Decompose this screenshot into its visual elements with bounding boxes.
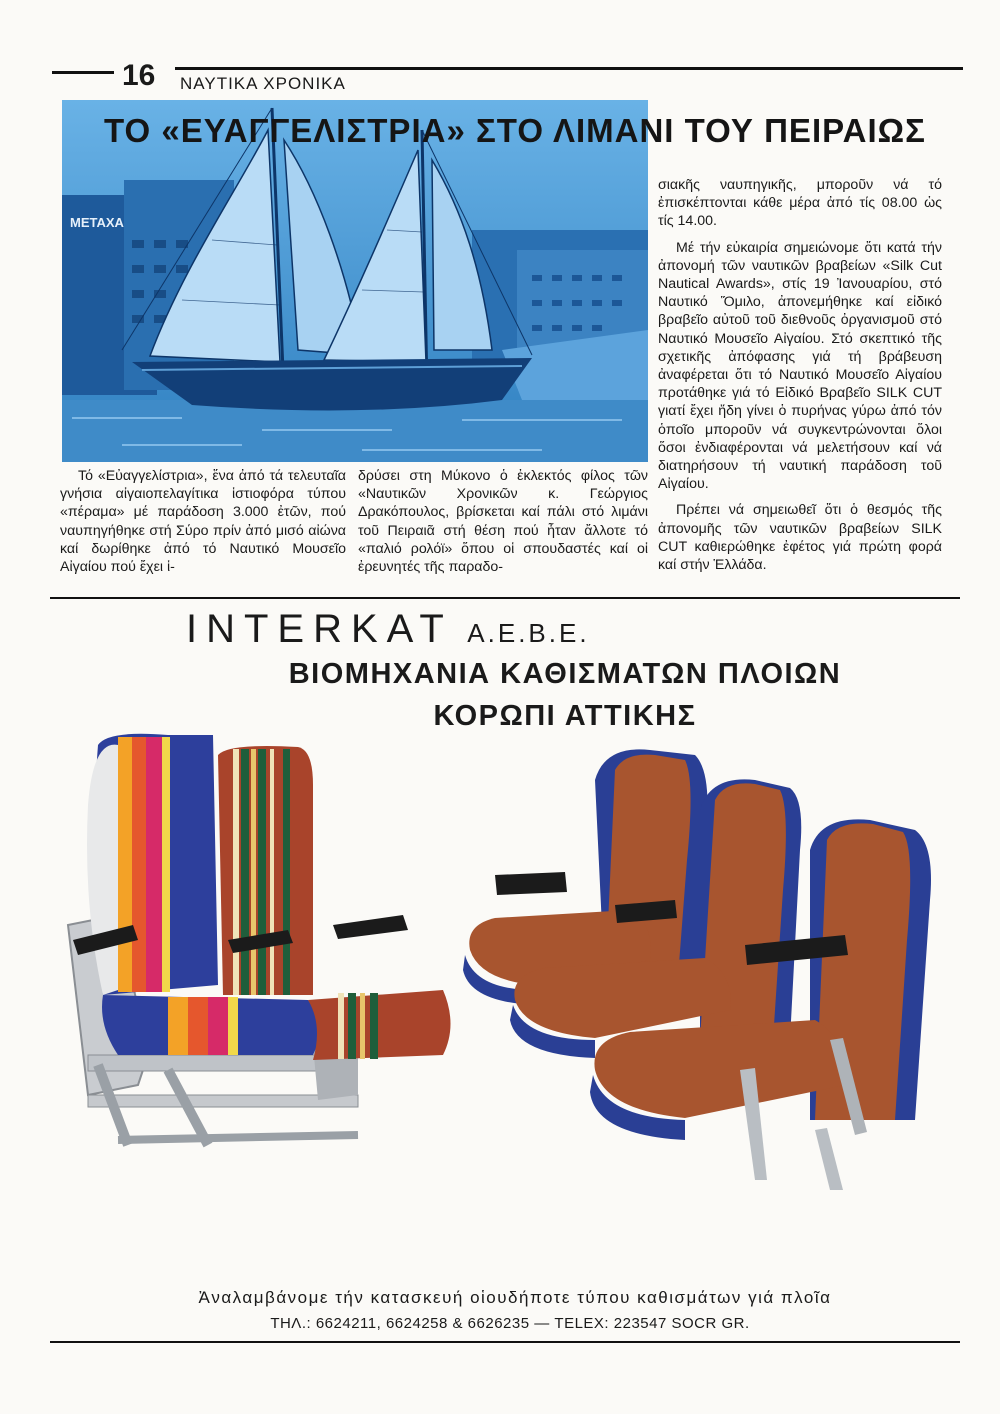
ad-contact: ΤΗΛ.: 6624211, 6624258 & 6626235 — TELEX: 223547 SOCR GR. — [270, 1315, 750, 1332]
ad-brand: INTERKAT — [186, 607, 453, 651]
section-divider — [50, 597, 960, 599]
article-col1-text: Τό «Εὐαγγελίστρια», ἕνα ἀπό τά τελευταῖα γνήσια αἰγαιοπελαγίτικα ἱστιοφόρα τύπου «πέραμα» μέ παράδοση 3.000 ἐτῶν, πού ναυπηγήθηκε στή Σύρο πρίν ἀπό μισό αἰώνα καί δωρίθηκε ἀπό τό Ναυτικό Μουσεῖο Αἰγαίου πού ἔχει ἱ- — [60, 468, 346, 576]
article-col3-p3: Πρέπει νά σημειωθεῖ ὅτι ὁ θεσμός τῆς ἀπονομῆς τῶν ναυτικῶν βραβείων SILK CUT καθιερώθηκε ἐφέτος γιά πρώτη φορά καί στήν Ἑλλάδα. — [658, 502, 942, 574]
ad-title-line-1: ΒΙΟΜΗΧΑΝΙΑ ΚΑΘΙΣΜΑΤΩΝ ΠΛΟΙΩΝ — [288, 658, 842, 690]
article-column-1 — [60, 467, 346, 576]
photo-sign-text: ΜΕΤΑΧΑ — [70, 215, 124, 230]
footer-rule — [50, 1341, 960, 1343]
page-number: 16 — [122, 59, 156, 92]
ad-title-line-2: ΚΟΡΩΠΙ ΑΤΤΙΚΗΣ — [433, 700, 697, 732]
sailing-ship-image — [62, 100, 648, 462]
leather-seats-image — [455, 740, 955, 1200]
ad-brand-block — [186, 607, 590, 652]
article-col3-p2: Μέ τήν εὐκαιρία σημειώνομε ὅτι κατά τήν ἀπονομή τῶν ναυτικῶν βραβείων «Silk Cut Nautical Awards», στίς 19 Ἰανουαρίου, στό Ναυτικό Ὅμιλο, ἀπονεμήθηκε καί εἰδικό βραβεῖο αὐτοῦ τοῦ διεθνοῦς ὀργανισμοῦ στό Ναυτικό Μουσεῖο Αἰγαίου. Στό σκεπτικό τῆς σχετικῆς ἀπόφασης γιά τή βράβευση ἀναφέρεται ὅτι τό Ναυτικό Μουσεῖο Αἰγαίου προτάθηκε γιά τό Εἰδικό Βραβεῖο SILK CUT γιατί ἔχει ἤδη γίνει ὁ πυρήνας γύρω ἀπό τόν ὁποῖο μποροῦν νά συγκεντρώνονται ὅλοι ὅσοι ἐνδιαφέρονται νά μελετήσουν καί νά διατηρήσουν τή ναυτική παράδοση τοῦ Αἰγαίου. — [658, 239, 942, 493]
ad-tagline: Ἀναλαμβάνομε τήν κατασκευή οἱουδήποτε τύπου καθισμάτων γιά πλοῖα — [198, 1288, 832, 1307]
ship-photo — [62, 100, 648, 462]
article-column-2 — [358, 467, 648, 576]
article-headline: ΤΟ «ΕΥΑΓΓΕΛΙΣΤΡΙΑ» ΣΤΟ ΛΙΜΑΝΙ ΤΟΥ ΠΕΙΡΑΙΩΣ — [104, 112, 926, 149]
header-rule-right — [175, 67, 963, 70]
article-column-3 — [658, 176, 942, 574]
ad-brand-suffix: Α.Ε.Β.Ε. — [467, 618, 590, 648]
header-rule-left — [52, 71, 114, 74]
article-col2-text: δρύσει στη Μύκονο ὁ ἐκλεκτός φίλος τῶν «Ναυτικῶν Χρονικῶν κ. Γεώργιος Δρακόπουλος, βρίσκεται καί πάλι στό λιμάνι τοῦ Πειραιᾶ στή θέση πού ἦταν ἄλλοτε τό «παλιό ρολόϊ» ὅπου οἱ σπουδαστές καί οἱ ἐρευνητές τῆς παραδο- — [358, 468, 648, 576]
fabric-seats-image — [58, 725, 478, 1165]
article-col3-p1: σιακῆς ναυπηγικῆς, μποροῦν νά τό ἐπισκέπτονται κάθε μέρα ἀπό τίς 08.00 ὡς τίς 14.00. — [658, 177, 942, 230]
publication-name: ΝΑΥΤΙΚΑ ΧΡΟΝΙΚΑ — [180, 74, 346, 93]
